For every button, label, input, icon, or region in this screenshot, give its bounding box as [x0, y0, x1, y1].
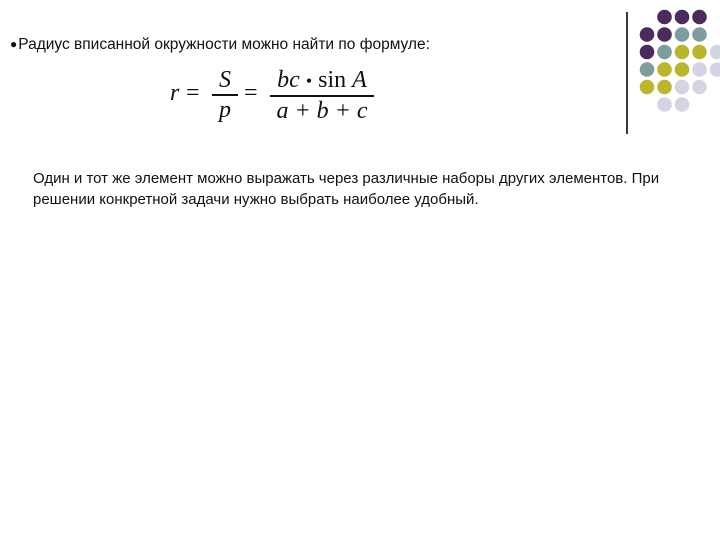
decor-dot — [640, 27, 655, 42]
decor-dot — [675, 27, 690, 42]
decor-dot — [657, 45, 672, 60]
decor-dot — [675, 80, 690, 95]
decor-dot — [640, 45, 655, 60]
fraction-s-over-p — [212, 66, 238, 124]
decor-dot — [692, 27, 707, 42]
decor-dot — [640, 80, 655, 95]
fraction-1-denominator: p — [219, 96, 231, 123]
decor-dot — [675, 10, 690, 25]
decor-dot — [657, 97, 672, 112]
formula-equals-1: = — [186, 80, 200, 106]
fraction-2-denominator: a + b + c — [276, 97, 368, 124]
body-paragraph: Один и тот же элемент можно выражать через различные наборы других элементов. При решении конкретной задачи нужно выбрать наиболее удобный. — [33, 170, 660, 208]
fraction-1-numerator: S — [219, 67, 231, 93]
angle-a: A — [352, 67, 367, 93]
bullet-icon: ● — [10, 37, 18, 51]
fraction-bc-sin-a — [270, 66, 374, 125]
vertical-divider — [626, 12, 628, 134]
decor-dot — [692, 45, 707, 60]
decor-dot — [675, 97, 690, 112]
dot-operator: • — [305, 71, 313, 91]
formula-lhs: r — [170, 80, 180, 106]
formula-equals-2: = — [244, 80, 258, 106]
decor-dot — [675, 45, 690, 60]
decor-dot — [657, 10, 672, 25]
decor-dot — [692, 62, 707, 77]
decor-dot — [710, 62, 720, 77]
decor-dot — [657, 80, 672, 95]
decor-dot — [657, 62, 672, 77]
decor-dot — [692, 10, 707, 25]
fraction-2-numerator — [270, 66, 374, 95]
bullet-line — [10, 36, 430, 54]
decor-dot — [710, 45, 720, 60]
bullet-text: Радиус вписанной окружности можно найти по формуле: — [18, 36, 430, 53]
sin-function: sin — [318, 67, 347, 93]
decor-dot — [640, 62, 655, 77]
decor-dot — [675, 62, 690, 77]
numerator-bc: bc — [277, 67, 300, 93]
decor-dot — [657, 27, 672, 42]
decor-dot — [692, 80, 707, 95]
